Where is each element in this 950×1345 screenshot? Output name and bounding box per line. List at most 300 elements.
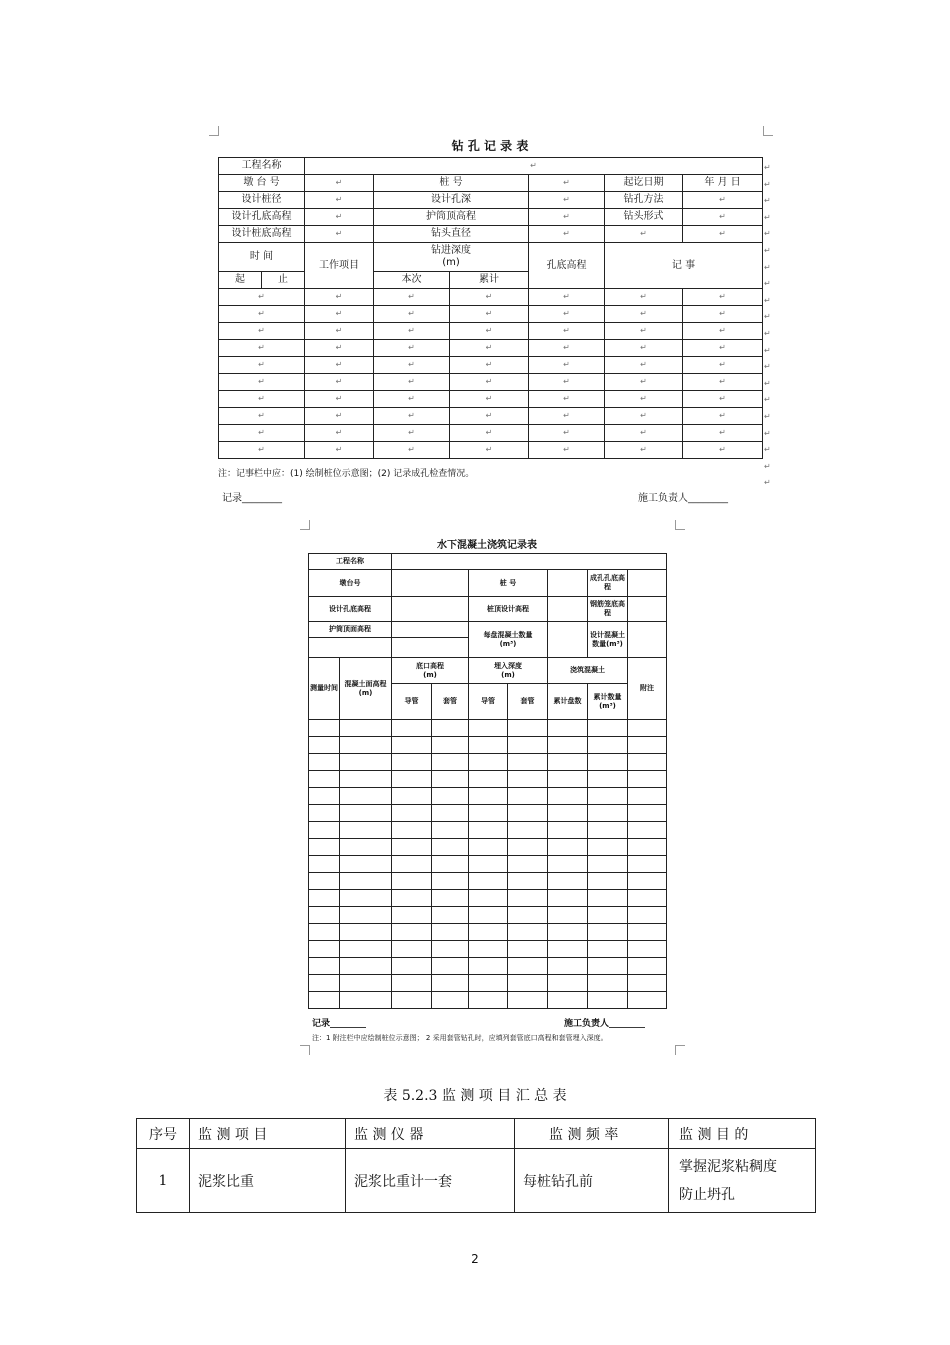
table-cell xyxy=(588,839,628,856)
table-cell xyxy=(340,737,392,754)
table-cell xyxy=(588,856,628,873)
table-cell: ↵ xyxy=(605,323,683,340)
header-item: 监 测 项 目 xyxy=(190,1119,346,1149)
project-name-value: ↵ xyxy=(305,158,763,175)
table-cell: ↵ xyxy=(605,391,683,408)
table-cell xyxy=(548,822,588,839)
table-cell: ↵ xyxy=(305,391,374,408)
table-cell xyxy=(628,924,667,941)
table-cell xyxy=(628,992,667,1009)
table-cell: ↵ xyxy=(529,323,605,340)
table-cell xyxy=(588,958,628,975)
table-cell xyxy=(548,907,588,924)
table-cell xyxy=(340,839,392,856)
crop-mark xyxy=(300,1045,310,1055)
drilling-record-title: 钻 孔 记 录 表 xyxy=(451,139,529,153)
label-cum-volume: 累计数量(m³) xyxy=(588,684,628,720)
table-cell xyxy=(508,754,548,771)
table-cell xyxy=(548,856,588,873)
label-bit-dia: 钻头直径 xyxy=(374,226,529,243)
table-cell xyxy=(508,890,548,907)
row-purpose: 掌握泥浆粘稠度 防止坍孔 xyxy=(669,1149,816,1213)
table-cell xyxy=(508,771,548,788)
table-row xyxy=(219,391,763,408)
drill-method-value: ↵ xyxy=(683,192,763,209)
table-cell xyxy=(508,958,548,975)
label-pile-no: 桩 号 xyxy=(469,570,548,597)
table-row xyxy=(309,958,667,975)
label-concrete-surface-elev: 混凝土面高程(m) xyxy=(340,658,392,720)
paragraph-mark: ↵ xyxy=(764,362,771,372)
label-first-design-elev: 桩顶设计高程 xyxy=(469,597,548,622)
monitoring-summary-table xyxy=(136,1118,816,1213)
paragraph-mark: ↵ xyxy=(764,246,771,255)
table-cell xyxy=(588,924,628,941)
table-cell xyxy=(309,992,340,1009)
table-cell xyxy=(469,992,508,1009)
table-row xyxy=(219,425,763,442)
table-cell: ↵ xyxy=(450,374,529,391)
table-cell xyxy=(309,822,340,839)
table-cell: ↵ xyxy=(605,374,683,391)
table-cell: ↵ xyxy=(305,306,374,323)
table-cell: ↵ xyxy=(605,306,683,323)
table-cell xyxy=(588,890,628,907)
table-cell xyxy=(628,873,667,890)
label-design-pile-bottom-elev: 设计桩底高程 xyxy=(219,226,305,243)
table-cell xyxy=(508,805,548,822)
table-cell: ↵ xyxy=(305,442,374,459)
casing-top-elev-value: ↵ xyxy=(529,209,605,226)
paragraph-mark: ↵ xyxy=(764,478,771,488)
label-measure-time: 测量时间 xyxy=(309,658,340,720)
table-cell xyxy=(508,822,548,839)
concrete-record-title: 水下混凝土浇筑记录表 xyxy=(437,540,537,551)
label-design-pile-dia: 设计桩径 xyxy=(219,192,305,209)
drilling-recorder: 记录________ xyxy=(222,493,282,504)
table-cell xyxy=(628,805,667,822)
monitoring-summary-caption: 表 5.2.3 监 测 项 目 汇 总 表 xyxy=(383,1088,567,1104)
table-cell xyxy=(392,958,432,975)
table-row xyxy=(309,822,667,839)
label-poured-concrete: 浇筑混凝土 xyxy=(548,658,628,684)
table-row xyxy=(309,856,667,873)
table-cell xyxy=(508,788,548,805)
drilling-record-table xyxy=(218,157,763,459)
table-cell xyxy=(469,924,508,941)
table-cell xyxy=(309,873,340,890)
table-cell xyxy=(309,890,340,907)
concrete-record-table xyxy=(308,553,667,1009)
table-row xyxy=(219,442,763,459)
table-row xyxy=(309,737,667,754)
table-cell: ↵ xyxy=(605,425,683,442)
concrete-supervisor: 施工负责人________ xyxy=(564,1019,646,1029)
concrete-recorder: 记录________ xyxy=(312,1019,367,1029)
table-cell xyxy=(340,941,392,958)
bit-dia-value: ↵ xyxy=(529,226,605,243)
label-casing-top-elev: 护筒顶高程 xyxy=(374,209,529,226)
table-cell xyxy=(392,788,432,805)
table-cell xyxy=(340,754,392,771)
table-cell xyxy=(309,805,340,822)
table-cell xyxy=(340,890,392,907)
table-cell: ↵ xyxy=(605,340,683,357)
label-pier-no: 墩 台 号 xyxy=(219,175,305,192)
empty-cell: ↵ xyxy=(605,226,683,243)
table-cell: ↵ xyxy=(450,442,529,459)
table-cell: ↵ xyxy=(605,357,683,374)
table-cell xyxy=(508,737,548,754)
crop-mark xyxy=(763,126,773,136)
row-no: 1 xyxy=(137,1149,190,1213)
table-cell xyxy=(392,737,432,754)
table-cell xyxy=(340,907,392,924)
table-row xyxy=(309,839,667,856)
table-cell: ↵ xyxy=(450,425,529,442)
label-start-end-date: 起讫日期 xyxy=(605,175,683,192)
table-cell xyxy=(588,788,628,805)
row-frequency: 每桩钻孔前 xyxy=(515,1149,669,1213)
table-cell xyxy=(588,975,628,992)
table-cell: ↵ xyxy=(219,374,305,391)
table-cell xyxy=(309,907,340,924)
table-cell: ↵ xyxy=(683,374,763,391)
label-time: 时 间 xyxy=(219,243,305,272)
row-item: 泥浆比重 xyxy=(190,1149,346,1213)
table-cell: ↵ xyxy=(305,323,374,340)
table-cell xyxy=(432,924,469,941)
table-cell xyxy=(588,992,628,1009)
table-cell xyxy=(588,771,628,788)
label-embed-depth: 埋入深度 (m) xyxy=(469,658,548,684)
table-row xyxy=(309,890,667,907)
drilling-supervisor: 施工负责人________ xyxy=(638,493,728,504)
table-cell xyxy=(432,992,469,1009)
table-cell: ↵ xyxy=(683,357,763,374)
table-cell: ↵ xyxy=(450,357,529,374)
table-cell: ↵ xyxy=(219,391,305,408)
table-cell: ↵ xyxy=(374,374,450,391)
table-cell xyxy=(309,924,340,941)
table-cell: ↵ xyxy=(219,408,305,425)
table-cell: ↵ xyxy=(374,425,450,442)
label-end: 止 xyxy=(262,272,305,289)
table-cell xyxy=(432,907,469,924)
table-cell xyxy=(628,907,667,924)
table-cell: ↵ xyxy=(683,425,763,442)
table-cell xyxy=(469,873,508,890)
header-instrument: 监 测 仪 器 xyxy=(346,1119,515,1149)
label-design-hole-bottom: 设计孔底高程 xyxy=(309,597,392,622)
table-cell: ↵ xyxy=(374,340,450,357)
table-cell: ↵ xyxy=(683,289,763,306)
table-cell: ↵ xyxy=(683,306,763,323)
table-cell xyxy=(392,907,432,924)
table-cell: ↵ xyxy=(374,289,450,306)
paragraph-mark: ↵ xyxy=(764,212,771,222)
table-cell: ↵ xyxy=(529,357,605,374)
table-cell xyxy=(469,805,508,822)
table-cell xyxy=(309,737,340,754)
table-cell xyxy=(309,958,340,975)
empty-cell: ↵ xyxy=(683,226,763,243)
table-cell xyxy=(340,788,392,805)
table-cell xyxy=(508,941,548,958)
table-cell: ↵ xyxy=(450,289,529,306)
label-hole-bottom-elev: 孔底高程 xyxy=(529,243,605,289)
casing-top-elev-value xyxy=(392,622,469,638)
date-units: 年 月 日 xyxy=(683,175,763,192)
table-cell xyxy=(340,992,392,1009)
table-cell: ↵ xyxy=(374,408,450,425)
table-cell: ↵ xyxy=(219,323,305,340)
table-cell: ↵ xyxy=(529,391,605,408)
table-row xyxy=(309,788,667,805)
paragraph-mark: ↵ xyxy=(764,461,771,471)
table-cell: ↵ xyxy=(219,442,305,459)
drilling-record-note: 注：记事栏中应：(1) 绘制桩位示意图；(2) 记录成孔检查情况。 xyxy=(218,469,475,479)
table-cell xyxy=(392,805,432,822)
table-cell xyxy=(548,771,588,788)
label-design-hole-depth: 设计孔深 xyxy=(374,192,529,209)
table-row xyxy=(309,992,667,1009)
table-cell xyxy=(340,771,392,788)
table-cell xyxy=(309,771,340,788)
paragraph-mark: ↵ xyxy=(764,163,771,172)
paragraph-mark: ↵ xyxy=(764,295,771,305)
table-cell xyxy=(392,890,432,907)
table-cell xyxy=(432,958,469,975)
table-cell xyxy=(628,941,667,958)
paragraph-mark: ↵ xyxy=(764,378,771,388)
table-cell xyxy=(469,890,508,907)
table-cell: ↵ xyxy=(605,289,683,306)
design-pile-dia-value: ↵ xyxy=(305,192,374,209)
design-pile-bottom-elev-value: ↵ xyxy=(305,226,374,243)
table-cell xyxy=(548,839,588,856)
table-cell xyxy=(508,873,548,890)
table-cell xyxy=(392,754,432,771)
table-cell: ↵ xyxy=(683,340,763,357)
table-row xyxy=(309,771,667,788)
table-cell xyxy=(340,720,392,737)
table-cell xyxy=(432,839,469,856)
table-cell xyxy=(309,975,340,992)
table-cell xyxy=(469,856,508,873)
table-cell: ↵ xyxy=(374,306,450,323)
table-cell xyxy=(508,924,548,941)
label-per-batch-volume: 每盘混凝土数量 (m³) xyxy=(469,622,548,658)
design-volume-value xyxy=(628,622,667,658)
page-number: 2 xyxy=(471,1252,479,1266)
table-cell xyxy=(392,924,432,941)
table-cell: ↵ xyxy=(305,425,374,442)
table-cell xyxy=(588,737,628,754)
table-cell: ↵ xyxy=(683,391,763,408)
paragraph-mark: ↵ xyxy=(764,445,771,455)
paragraph-mark: ↵ xyxy=(764,428,771,438)
table-cell xyxy=(628,958,667,975)
table-cell xyxy=(469,907,508,924)
table-cell xyxy=(340,805,392,822)
cage-bottom-elev-value xyxy=(628,597,667,622)
table-cell xyxy=(309,754,340,771)
header-frequency: 监 测 频 率 xyxy=(515,1119,669,1149)
table-cell xyxy=(469,941,508,958)
label-casing-top-elev: 护筒顶面高程 xyxy=(309,622,392,638)
table-cell xyxy=(628,720,667,737)
table-cell xyxy=(392,822,432,839)
table-cell xyxy=(469,958,508,975)
paragraph-mark: ↵ xyxy=(764,196,771,206)
table-cell xyxy=(628,737,667,754)
design-hole-depth-value: ↵ xyxy=(529,192,605,209)
table-cell xyxy=(469,839,508,856)
label-design-volume: 设计混凝土数量(m³) xyxy=(588,622,628,658)
label-project-name: 工程名称 xyxy=(309,554,392,570)
table-cell: ↵ xyxy=(374,442,450,459)
table-cell xyxy=(392,873,432,890)
crop-mark xyxy=(300,520,310,530)
table-cell: ↵ xyxy=(529,340,605,357)
table-cell xyxy=(432,788,469,805)
table-row xyxy=(309,975,667,992)
label-guide-pipe: 导管 xyxy=(392,684,432,720)
table-cell xyxy=(469,822,508,839)
table-cell xyxy=(392,941,432,958)
table-cell: ↵ xyxy=(529,442,605,459)
table-cell: ↵ xyxy=(305,289,374,306)
label-hole-bottom-elev: 成孔孔底高程 xyxy=(588,570,628,597)
table-cell xyxy=(588,873,628,890)
table-cell xyxy=(309,788,340,805)
first-design-elev-value xyxy=(548,597,588,622)
label-guide-pipe: 导管 xyxy=(469,684,508,720)
empty-cell xyxy=(392,638,469,658)
pile-no-value: ↵ xyxy=(529,175,605,192)
table-cell: ↵ xyxy=(683,323,763,340)
table-cell xyxy=(508,992,548,1009)
table-cell xyxy=(432,754,469,771)
table-row xyxy=(309,720,667,737)
table-cell xyxy=(432,737,469,754)
label-drill-method: 钻孔方法 xyxy=(605,192,683,209)
table-cell: ↵ xyxy=(450,408,529,425)
table-cell xyxy=(628,771,667,788)
table-row xyxy=(309,924,667,941)
label-start: 起 xyxy=(219,272,262,289)
table-cell: ↵ xyxy=(605,408,683,425)
label-notes: 记 事 xyxy=(605,243,763,289)
table-cell: ↵ xyxy=(450,340,529,357)
table-cell: ↵ xyxy=(450,391,529,408)
table-row xyxy=(309,805,667,822)
drilling-record-rows xyxy=(219,289,763,459)
table-cell xyxy=(628,856,667,873)
table-cell: ↵ xyxy=(374,357,450,374)
table-cell: ↵ xyxy=(529,425,605,442)
table-cell xyxy=(628,839,667,856)
table-cell xyxy=(469,788,508,805)
table-cell xyxy=(628,890,667,907)
label-project-name: 工程名称 xyxy=(219,158,305,175)
table-cell xyxy=(628,788,667,805)
table-row xyxy=(219,408,763,425)
label-pipe-bottom-elev: 底口高程 (m) xyxy=(392,658,469,684)
table-cell xyxy=(548,788,588,805)
design-hole-bottom-value xyxy=(392,597,469,622)
table-cell xyxy=(548,805,588,822)
label-cage-bottom-elev: 钢筋笼底高程 xyxy=(588,597,628,622)
empty-cell xyxy=(309,638,392,658)
table-cell xyxy=(508,839,548,856)
label-pile-no: 桩 号 xyxy=(374,175,529,192)
table-cell xyxy=(548,958,588,975)
table-cell xyxy=(309,839,340,856)
paragraph-mark: ↵ xyxy=(764,262,771,272)
table-cell xyxy=(309,856,340,873)
table-cell xyxy=(508,720,548,737)
paragraph-mark: ↵ xyxy=(764,279,771,289)
table-cell: ↵ xyxy=(374,391,450,408)
table-cell xyxy=(340,856,392,873)
table-cell xyxy=(340,958,392,975)
table-row xyxy=(219,323,763,340)
label-drill-depth: 钻进深度 (m) xyxy=(374,243,529,272)
table-cell: ↵ xyxy=(305,357,374,374)
table-cell xyxy=(548,975,588,992)
table-cell xyxy=(628,822,667,839)
table-cell xyxy=(309,720,340,737)
table-cell xyxy=(340,873,392,890)
table-cell xyxy=(548,890,588,907)
crop-mark xyxy=(675,1045,685,1055)
table-cell: ↵ xyxy=(529,306,605,323)
label-casing: 套管 xyxy=(432,684,469,720)
table-cell xyxy=(508,975,548,992)
table-row xyxy=(309,907,667,924)
table-cell xyxy=(548,754,588,771)
table-cell xyxy=(392,992,432,1009)
table-cell: ↵ xyxy=(219,425,305,442)
paragraph-mark: ↵ xyxy=(764,329,771,338)
pile-no-value xyxy=(548,570,588,597)
table-cell xyxy=(588,907,628,924)
table-cell xyxy=(432,890,469,907)
label-remarks: 附注 xyxy=(628,658,667,720)
table-cell xyxy=(432,771,469,788)
header-purpose: 监 测 目 的 xyxy=(669,1119,816,1149)
table-row xyxy=(309,941,667,958)
table-cell: ↵ xyxy=(450,323,529,340)
table-cell xyxy=(588,941,628,958)
crop-mark xyxy=(209,126,219,136)
table-cell xyxy=(628,754,667,771)
project-name-value xyxy=(392,554,667,570)
label-cum-batches: 累计盘数 xyxy=(548,684,588,720)
table-cell xyxy=(392,839,432,856)
label-bit-type: 钻头形式 xyxy=(605,209,683,226)
table-cell xyxy=(309,941,340,958)
table-cell xyxy=(548,941,588,958)
table-cell xyxy=(392,856,432,873)
label-this-time: 本次 xyxy=(374,272,450,289)
label-cumulative: 累计 xyxy=(450,272,529,289)
table-cell xyxy=(432,720,469,737)
table-cell xyxy=(469,737,508,754)
table-cell: ↵ xyxy=(529,408,605,425)
